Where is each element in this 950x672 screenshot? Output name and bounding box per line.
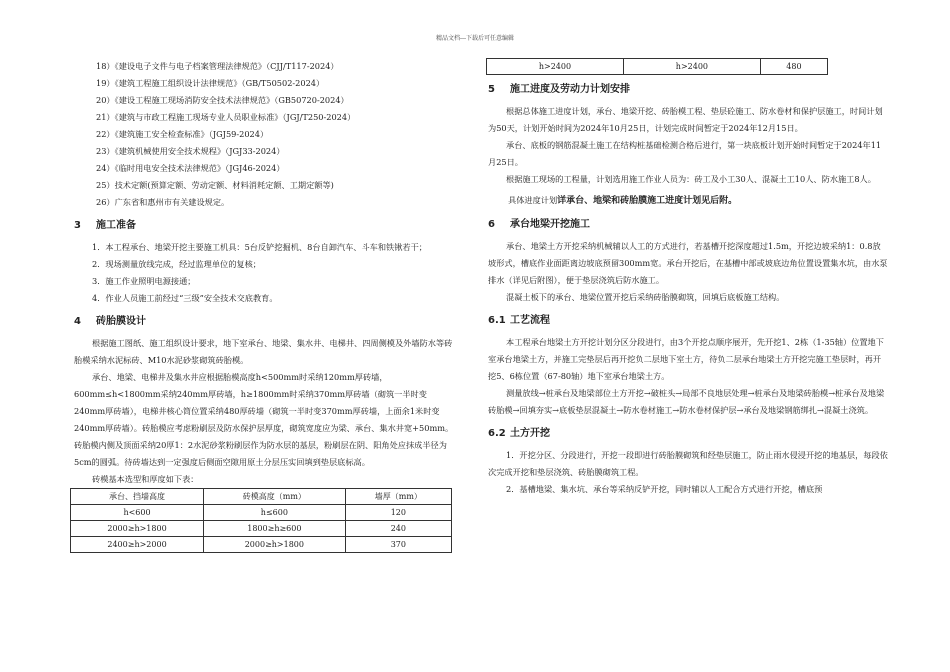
table-cell: h<600 (71, 505, 204, 521)
table-cell: 2000≥h>1800 (71, 521, 204, 537)
brick-mold-table-continued (486, 58, 828, 75)
paragraph: 本工程承台地梁土方开挖计划分区分段进行，由3个开挖点顺序展开，先开挖1、2栋（1-35轴）位置地下室承台地梁土方，并施工完垫层后再开挖负二层地下室土方，待负二层承台地梁土方开挖完施工垫层时，再开挖5、6栋位置（67-80轴）地下室承台地梁土方。 (488, 337, 884, 381)
paragraph: 砖模基本选型和厚度如下表： (92, 474, 199, 484)
section-5-heading (488, 82, 888, 98)
paragraph (488, 192, 888, 210)
paragraph: 3．施工作业照明电源接通； (92, 276, 196, 286)
section-number: 4 (74, 316, 81, 327)
table-row (71, 505, 452, 521)
paragraph: 混凝土板下的承台、地梁位置开挖后采纳砖胎膜砌筑，回填后底板施工结构。 (506, 292, 785, 302)
table-cell: 370 (345, 537, 451, 553)
section-title: 施工准备 (96, 220, 136, 231)
table-header-cell: 砖模高度（mm） (204, 489, 346, 505)
reference-item: 24）《临时用电安全技术法律规范》（JGJ46-2024） (96, 163, 285, 173)
section-title: 工艺流程 (510, 315, 550, 326)
paragraph: 根据总体施工进度计划，承台、地梁开挖、砖胎模工程、垫层砼施工、防水卷材和保护层施工，时间计划为50天，计划开始时间为2024年10月25日，计划完成时间暂定于2024年12月15日。 (488, 106, 883, 133)
paragraph: 承台、地梁、电梯井及集水井应根据胎模高度h<500mm时采纳120mm厚砖墙，600mm≤h<1800mm采纳240mm厚砖墙，h≥1800mm时采纳370mm厚砖墙（砌筑一半时变240mm厚砖墙），电梯井核心筒位置采纳480厚砖墙（砌筑一半时变370mm厚砖墙，上面余1米时变240mm厚砖墙）。砖胎模应考虑粉刷层及防水保护层厚度，砌筑宽度应为梁、承台、集水井宽+50mm。砖胎模内侧及顶面采纳20厚1：2水泥砂浆粉刷层作为防水层的基层，粉刷层在阴、阳角处应抹成半径为5cm的圆弧。待砖墙达到一定强度后侧面空隙用原土分层压实回填到垫层底标高。 (74, 372, 454, 467)
table-row (487, 59, 828, 75)
table-cell: 2000≥h>1800 (204, 537, 346, 553)
reference-item: 22）《建筑施工安全检查标准》（JGJ59-2024） (96, 129, 269, 139)
table-cell: 1800≥h≥600 (204, 521, 346, 537)
section-number: 6 (488, 219, 495, 230)
reference-item: 18）《建设电子文件与电子档案管理法律规范》（CJJ/T117-2024） (96, 61, 339, 71)
section-title: 施工进度及劳动力计划安排 (510, 84, 630, 95)
section-number: 6.1 (488, 315, 506, 326)
table-header-cell: 承台、挡墙高度 (71, 489, 204, 505)
section-title: 土方开挖 (510, 428, 550, 439)
reference-item: 21）《建筑与市政工程施工现场专业人员职业标准》（JGJ/T250-2024） (96, 112, 356, 122)
reference-item: 25）技术定额(预算定额、劳动定额、材料消耗定额、工期定额等) (96, 180, 334, 190)
section-4-heading (74, 314, 456, 330)
section-number: 6.2 (488, 428, 506, 439)
table-row (71, 521, 452, 537)
table-cell: h>2400 (623, 59, 760, 75)
paragraph: 承台、地梁土方开挖采纳机械辅以人工的方式进行，若基槽开挖深度超过1.5m，开挖边坡采纳1：0.8放坡形式，槽底作业面距离边坡底预留300mm宽。承台开挖后，在基槽中部或坡底边角位置设置集水坑，由水泵排水（详见后附图），便于垫层浇筑后防水施工。 (488, 241, 888, 285)
reference-list (74, 58, 456, 211)
paragraph: 测量放线→桩承台及地梁部位土方开挖→破桩头→局部不良地层处理→桩承台及地梁砖胎模→桩承台及地梁砖胎模→回填夯实→底板垫层混凝土→防水卷材施工→防水卷材保护层→承台及地梁钢筋绑扎→混凝土浇筑。 (488, 388, 885, 415)
table-cell: h≤600 (204, 505, 346, 521)
left-column (74, 58, 456, 553)
paragraph: 2．基槽地梁、集水坑、承台等采纳反铲开挖，同时辅以人工配合方式进行开挖，槽底预 (506, 484, 823, 494)
paragraph: 1．本工程承台、地梁开挖主要施工机具：5台反铲挖掘机、8台自卸汽车、斗车和铁锹若干； (92, 242, 427, 252)
section-6-heading (488, 217, 888, 233)
section-title: 承台地梁开挖施工 (510, 219, 590, 230)
reference-item: 26）广东省和惠州市有关建设规定。 (96, 197, 230, 207)
table-cell: 2400≥h>2000 (71, 537, 204, 553)
paragraph: 根据施工现场的工程量，计划选用施工作业人员为：砖工及小工30人、混凝土工10人、防水施工8人。 (506, 174, 876, 184)
table-header-row (71, 489, 452, 505)
table-cell: 240 (345, 521, 451, 537)
paragraph: 1．开挖分区、分段进行，开挖一段即进行砖胎膜砌筑和经垫层施工，防止雨水侵浸开挖的地基层，每段依次完成开挖和垫层浇筑、砖胎膜砌筑工程。 (488, 450, 888, 477)
section-6-1-heading (488, 313, 888, 329)
reference-item: 23）《建筑机械使用安全技术规程》（JGJ33-2024） (96, 146, 285, 156)
brick-mold-table (70, 488, 452, 553)
page-header: 精品文档---下载后可任意编辑 (435, 35, 515, 42)
section-6-2-heading (488, 426, 888, 442)
table-cell: 480 (760, 59, 827, 75)
section-number: 3 (74, 220, 81, 231)
reference-item: 20）《建设工程施工现场消防安全技术法律规范》（GB50720-2024） (96, 95, 349, 105)
paragraph: 2．现场测量放线完成，经过监理单位的复核； (92, 259, 261, 269)
schedule-text: 具体进度计划 (508, 195, 558, 205)
table-cell: h>2400 (487, 59, 624, 75)
table-row (71, 537, 452, 553)
reference-item: 19）《建筑工程施工组织设计法律规范》（GB/T50502-2024） (96, 78, 325, 88)
section-number: 5 (488, 84, 495, 95)
table-header-cell: 墙厚（mm） (345, 489, 451, 505)
schedule-bold-text: 详承台、地梁和砖胎膜施工进度计划见后附。 (557, 196, 738, 206)
section-title: 砖胎膜设计 (96, 316, 146, 327)
paragraph: 4．作业人员施工前经过“三级”安全技术交底教育。 (92, 293, 278, 303)
right-column (488, 58, 888, 498)
section-3-heading (74, 218, 456, 234)
paragraph: 承台、底板的钢筋混凝土施工在结构桩基础检测合格后进行，第一块底板计划开始时间暂定于2024年11月25日。 (488, 140, 882, 167)
paragraph: 根据施工图纸、施工组织设计要求，地下室承台、地梁、集水井、电梯井、四周侧模及外墙防水等砖胎模采纳水泥标砖、M10水泥砂浆砌筑砖胎模。 (74, 338, 453, 365)
table-cell: 120 (345, 505, 451, 521)
